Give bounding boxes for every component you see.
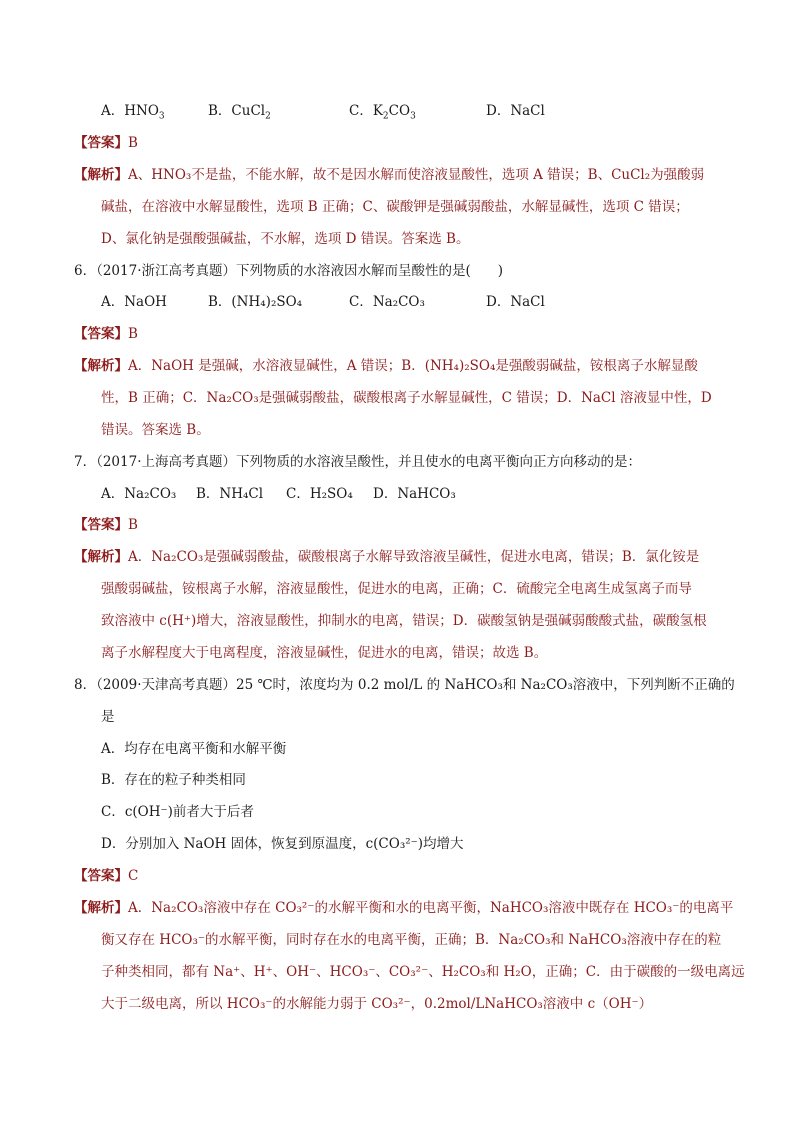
q5-option-b: B．CuCl$_2$	[208, 103, 271, 122]
q5-option-a: A．$HNO_3$	[101, 103, 165, 122]
q8-answer: 【答案】C	[74, 868, 139, 884]
q5-analysis-line-3: D、氯化钠是强酸强碱盐，不水解，选项 D 错误。答案选 B。	[101, 231, 470, 247]
q8-option-c: C．c(OH⁻)前者大于后者	[101, 804, 254, 820]
q5-option-d: D．NaCl	[486, 103, 545, 119]
q5-analysis-line-1: 【解析】A、HNO₃不是盐，不能水解，故不是因水解而使溶液显酸性，选项 A 错误；B、CuCl₂为强酸弱	[74, 167, 705, 183]
q6-answer: 【答案】B	[74, 326, 138, 342]
q7-analysis-line-1: 【解析】A．Na₂CO₃是强碱弱酸盐，碳酸根离子水解导致溶液呈碱性，促进水电离，错误；B．氯化铵是	[74, 549, 700, 565]
q7-answer: 【答案】B	[74, 517, 138, 533]
q8-stem-line-2: 是	[101, 709, 115, 725]
q5-analysis-line-2: 碱盐，在溶液中水解显酸性，选项 B 正确；C、碳酸钾是强碱弱酸盐，水解显碱性，选项 C 错误；	[101, 199, 689, 215]
q8-option-b: B．存在的粒子种类相同	[101, 772, 246, 788]
q6-option-c: C．Na₂CO₃	[349, 294, 425, 310]
q5-option-c: C．$K_2CO_3$	[349, 103, 416, 122]
q8-stem-line-1: 8．（2009·天津高考真题）25 ℃时，浓度均为 0.2 mol/L 的 NaHCO₃和 Na₂CO₃溶液中，下列判断不正确的	[74, 677, 735, 693]
q7-option-b: B．NH₄Cl	[196, 486, 264, 502]
q7-option-a: A．Na₂CO₃	[101, 486, 177, 502]
q6-stem: 6．（2017·浙江高考真题）下列物质的水溶液因水解而呈酸性的是( )	[74, 263, 504, 279]
q8-analysis-line-2: 衡又存在 HCO₃⁻的水解平衡，同时存在水的电离平衡，正确；B．Na₂CO₃和 NaHCO₃溶液中存在的粒	[101, 932, 722, 948]
q8-option-a: A．均存在电离平衡和水解平衡	[101, 741, 287, 757]
q7-option-c: C．H₂SO₄	[286, 486, 353, 502]
q7-analysis-line-4: 离子水解程度大于电离程度，溶液显碱性，促进水的电离，错误；故选 B。	[101, 645, 548, 661]
q5-answer: 【答案】B	[74, 135, 138, 151]
q6-analysis-line-3: 错误。答案选 B。	[101, 422, 210, 438]
q6-option-a: A．NaOH	[101, 294, 167, 310]
q7-analysis-line-2: 强酸弱碱盐，铵根离子水解，溶液显酸性，促进水的电离，正确；C．硫酸完全电离生成氢离子而导	[101, 581, 692, 597]
q6-option-d: D．NaCl	[486, 294, 545, 310]
q6-option-b: B．(NH₄)₂SO₄	[208, 294, 303, 310]
q7-stem: 7．（2017·上海高考真题）下列物质的水溶液呈酸性，并且使水的电离平衡向正方向移动的是：	[74, 454, 641, 470]
q8-analysis-line-3: 子种类相同，都有 Na⁺、H⁺、OH⁻、HCO₃⁻、CO₃²⁻、H₂CO₃和 H₂O，正确；C．由于碳酸的一级电离远	[101, 964, 745, 980]
q7-analysis-line-3: 致溶液中 c(H⁺)增大，溶液显酸性，抑制水的电离，错误；D．碳酸氢钠是强碱弱酸酸式盐，碳酸氢根	[101, 613, 707, 629]
q6-analysis-line-1: 【解析】A．NaOH 是强碱，水溶液显碱性，A 错误；B．(NH₄)₂SO₄是强酸弱碱盐，铵根离子水解显酸	[74, 358, 698, 374]
q8-option-d: D．分别加入 NaOH 固体，恢复到原温度，c(CO₃²⁻)均增大	[101, 836, 464, 852]
q8-analysis-line-1: 【解析】A．Na₂CO₃溶液中存在 CO₃²⁻的水解平衡和水的电离平衡，NaHCO₃溶液中既存在 HCO₃⁻的电离平	[74, 900, 734, 916]
q6-analysis-line-2: 性，B 正确；C．Na₂CO₃是强碱弱酸盐，碳酸根离子水解显碱性，C 错误；D．NaCl 溶液显中性，D	[101, 390, 712, 406]
q8-analysis-line-4: 大于二级电离，所以 HCO₃⁻的水解能力弱于 CO₃²⁻，0.2mol/LNaHCO₃溶液中 c（OH⁻）	[101, 996, 653, 1012]
q7-option-d: D．NaHCO₃	[373, 486, 456, 502]
